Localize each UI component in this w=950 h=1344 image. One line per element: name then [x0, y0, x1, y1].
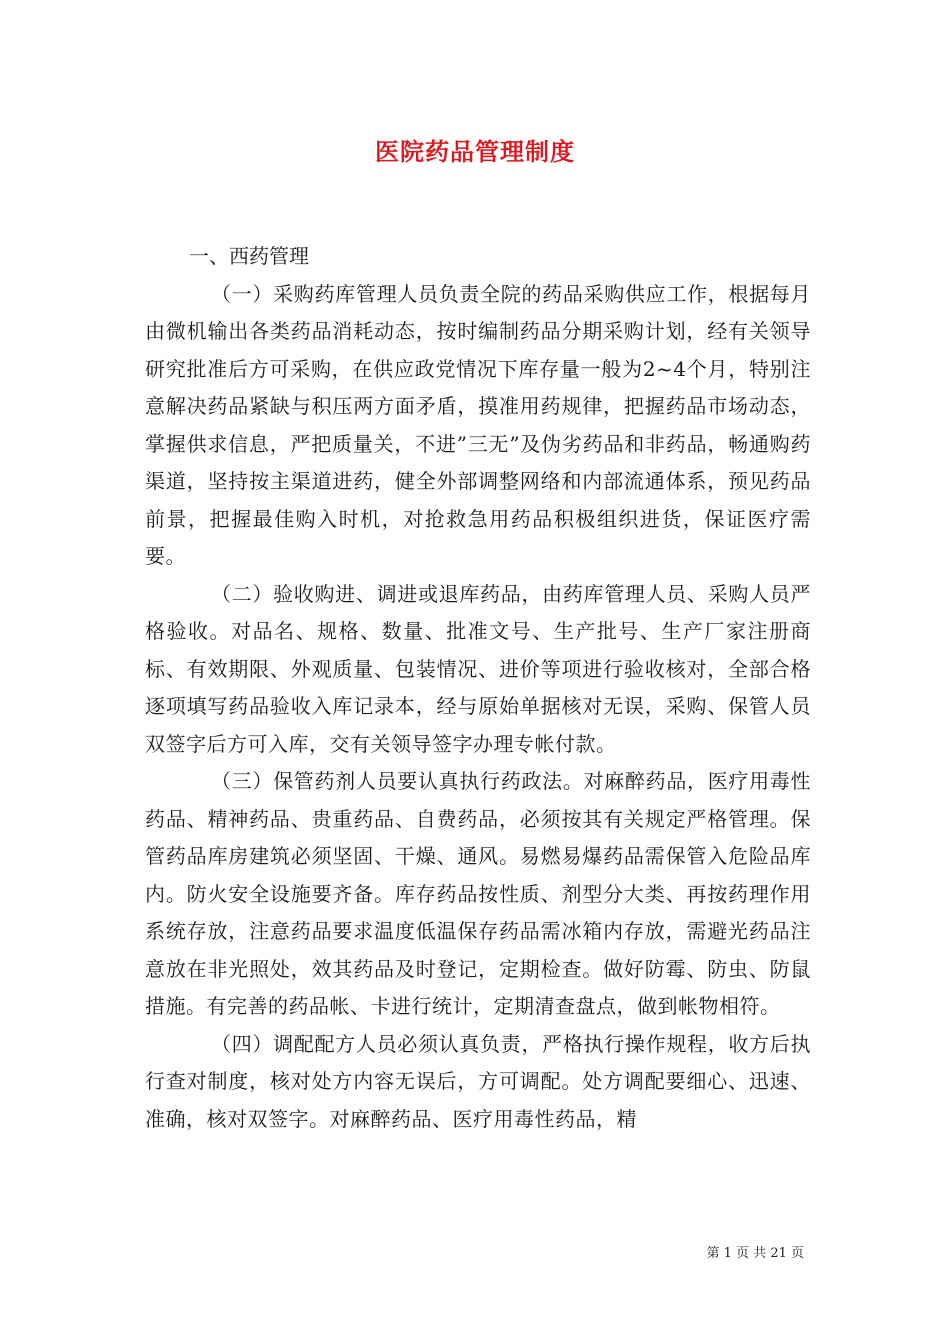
paragraph-storage: （三）保管药剂人员要认真执行药政法。对麻醉药品，医疗用毒性药品、精神药品、贵重药品、自费药品，必须按其有关规定严格管理。保管药品库房建筑必须坚固、干燥、通风。易燃易爆药品需保管入危险品库内。防火安全设施要齐备。库存药品按性质、剂型分大类、再按药理作用系统存放，注意药品要求温度低温保存药品需冰箱内存放，需避光药品注意放在非光照处，效其药品及时登记，定期检查。做好防霉、防虫、防鼠措施。有完善的药品帐、卡进行统计，定期清查盘点，做到帐物相符。 [145, 769, 811, 1018]
paragraph-acceptance: （二）验收购进、调进或退库药品，由药库管理人员、采购人员严格验收。对品名、规格、数量、批准文号、生产批号、生产厂家注册商标、有效期限、外观质量、包装情况、进价等项进行验收核对，全部合格逐项填写药品验收入库记录本，经与原始单据核对无误，采购、保管人员双签字后方可入库，交有关领导签字办理专帐付款。 [145, 581, 811, 756]
paragraph-procurement: （一）采购药库管理人员负责全院的药品采购供应工作，根据每月由微机输出各类药品消耗动态，按时编制药品分期采购计划，经有关领导研究批准后方可采购，在供应政党情况下库存量一般为2~4个月，特别注意解决药品紧缺与积压两方面矛盾，摸准用药规律，把握药品市场动态，掌握供求信息，严把质量关，不进”三无”及伪劣药品和非药品，畅通购药渠道，坚持按主渠道进药，健全外部调整网络和内部流通体系，预见药品前景，把握最佳购入时机，对抢救急用药品积极组织进货，保证医疗需要。 [145, 281, 811, 568]
document-title: 医院药品管理制度 [375, 138, 575, 166]
paragraph-dispensing: （四）调配配方人员必须认真负责，严格执行操作规程，收方后执行查对制度，核对处方内容无误后，方可调配。处方调配要细心、迅速、准确，核对双签字。对麻醉药品、医疗用毒性药品，精 [145, 1031, 811, 1131]
section-heading: 一、西药管理 [189, 244, 309, 268]
document-body [145, 238, 811, 1138]
page-number-footer: 第 1 页 共 21 页 [706, 1246, 804, 1261]
